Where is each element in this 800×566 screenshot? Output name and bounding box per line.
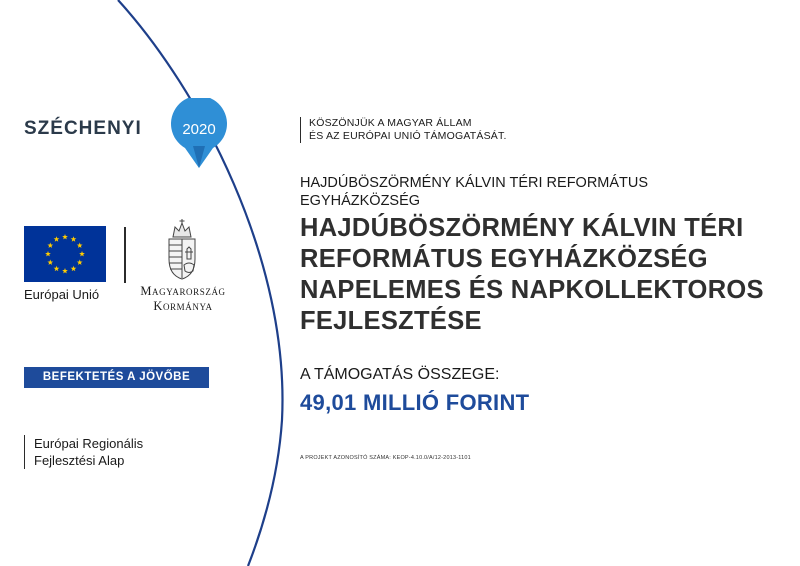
support-amount: 49,01 MILLIÓ FORINT bbox=[300, 390, 530, 415]
beneficiary-name: HAJDÚBÖSZÖRMÉNY KÁLVIN TÉRI REFORMÁTUS EGYHÁZKÖZSÉG bbox=[300, 175, 649, 209]
hungarian-coat-of-arms-icon bbox=[163, 219, 201, 281]
eu-flag-icon bbox=[24, 226, 106, 282]
logo-brand-word: SZÉCHENYI bbox=[24, 118, 142, 139]
fund-line-1: Európai Regionális bbox=[34, 436, 144, 451]
logo-year: 2020 bbox=[182, 121, 216, 138]
thanks-line-1: KÖSZÖNJÜK A MAGYAR ÁLLAM bbox=[309, 117, 472, 129]
project-title: HAJDÚBÖSZÖRMÉNY KÁLVIN TÉRI REFORMÁTUS EGYHÁZKÖZSÉG NAPELEMES ÉS NAPKOLLEKTOROS FEJLESZTÉSE bbox=[300, 214, 764, 335]
fund-label bbox=[24, 435, 143, 469]
thanks-line-2: ÉS AZ EURÓPAI UNIÓ TÁMOGATÁSÁT. bbox=[309, 130, 507, 142]
location-pin-icon bbox=[163, 98, 235, 170]
government-label bbox=[128, 284, 238, 314]
eu-label: Európai Unió bbox=[24, 287, 100, 302]
government-line-1: Magyarország bbox=[140, 284, 226, 298]
government-line-2: Kormánya bbox=[153, 299, 213, 313]
support-label: A TÁMOGATÁS ÖSSZEGE: bbox=[300, 366, 500, 383]
divider bbox=[124, 227, 126, 283]
thanks-note bbox=[300, 117, 507, 143]
fund-line-2: Fejlesztési Alap bbox=[34, 453, 125, 468]
invest-future-banner: BEFEKTETÉS A JÖVŐBE bbox=[24, 367, 209, 388]
project-id: A PROJEKT AZONOSÍTÓ SZÁMA: KEOP-4.10.0/A/12-2013-1101 bbox=[300, 455, 471, 461]
